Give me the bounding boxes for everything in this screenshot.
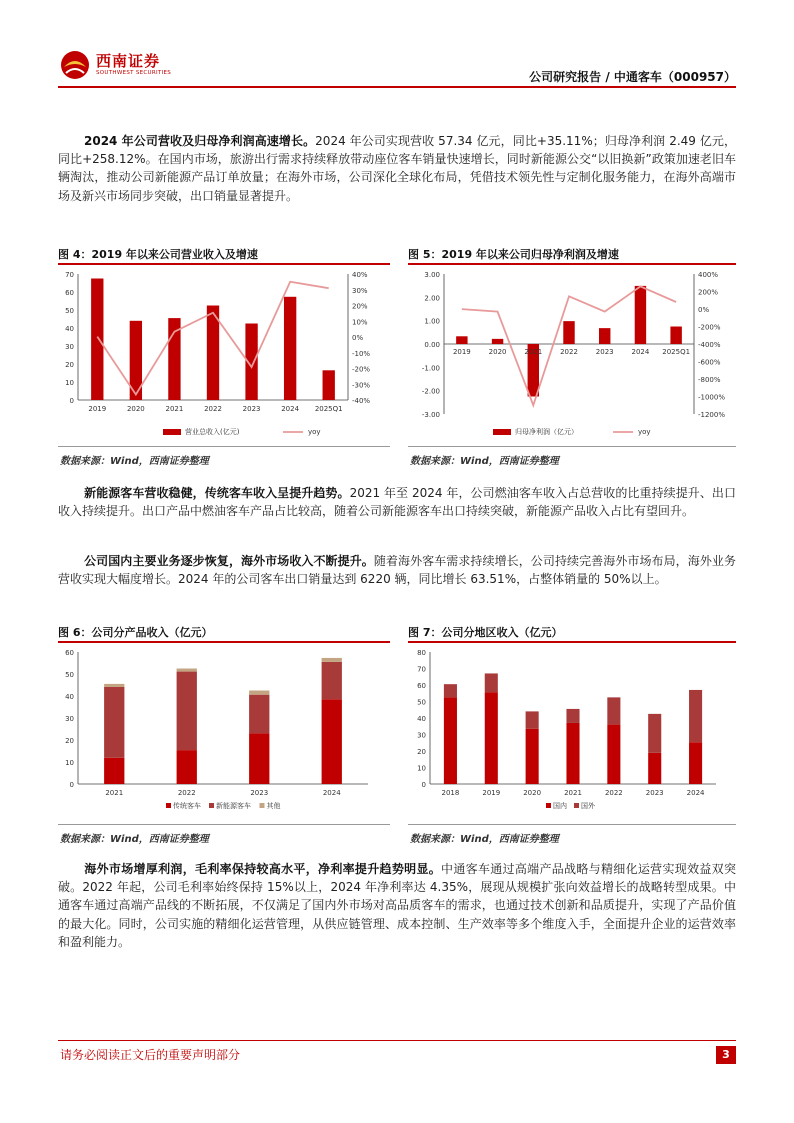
fig7-title-line — [408, 641, 736, 643]
x-tick-label: 2023 — [242, 405, 261, 413]
y-right-tick-label: -30% — [352, 381, 371, 390]
y-right-tick-label: 200% — [698, 288, 719, 297]
y-tick-label: 40 — [417, 715, 426, 723]
y-left-tick-label: -1.00 — [421, 364, 440, 373]
y-left-tick-label: 1.00 — [424, 317, 440, 326]
fig5-title: 图 5：2019 年以来公司归母净利润及增速 — [408, 248, 619, 261]
fig6-title: 图 6：公司分产品收入（亿元） — [58, 626, 213, 639]
header-divider — [58, 86, 736, 88]
y-right-tick-label: -800% — [698, 376, 721, 384]
x-tick-label: 2024 — [686, 789, 705, 797]
fig4-chart — [58, 266, 390, 444]
y-tick-label: 50 — [65, 671, 74, 679]
y-tick-label: 20 — [65, 737, 74, 745]
footer-divider — [58, 1040, 736, 1041]
paragraph-margin — [58, 860, 736, 951]
x-tick-label: 2023 — [645, 789, 664, 797]
x-tick-label: 2024 — [322, 789, 341, 797]
bar-segment — [485, 673, 498, 692]
x-tick-label: 2022 — [177, 789, 196, 797]
fig7-bottom-line — [408, 824, 736, 825]
x-tick-label: 2021 — [105, 789, 124, 797]
bar-segment — [648, 753, 661, 784]
y-tick-label: 20 — [417, 748, 426, 756]
y-left-tick-label: 0.00 — [424, 341, 440, 349]
fig5-title-line — [408, 263, 736, 265]
fig4-title: 图 4：2019 年以来公司营业收入及增速 — [58, 248, 258, 261]
fig5-chart — [408, 266, 736, 444]
bar-segment — [689, 742, 702, 784]
legend-label: 其他 — [266, 802, 281, 810]
bar-segment — [607, 725, 620, 784]
bar-segment — [444, 684, 457, 697]
brand-name-en: SOUTHWEST SECURITIES — [96, 70, 172, 76]
fig6-title-line — [58, 641, 390, 643]
bar-segment — [444, 697, 457, 784]
paragraph-lead: 2024 年公司营收及归母净利润高速增长。 — [84, 134, 316, 148]
bar-segment — [249, 733, 269, 784]
y-right-tick-label: 400% — [698, 271, 719, 279]
x-tick-label: 2024 — [631, 348, 650, 356]
y-tick-label: 10 — [65, 759, 74, 767]
x-tick-label: 2022 — [204, 405, 222, 413]
fig4-source: 数据来源：Wind，西南证券整理 — [60, 456, 209, 467]
bar — [91, 279, 103, 401]
x-tick-label: 2025Q1 — [314, 405, 343, 413]
legend-label: 国外 — [581, 802, 595, 810]
paragraph-body: 2021 年至 2024 年，公司燃油客车收入占总营收的比重持续提升、出口收入持续提升。出口产品中燃油客车产品占比较高，随着公司新能源客车出口持续突破，新能源产品收入占比有望回升。 — [58, 486, 736, 519]
bar — [323, 370, 335, 400]
y-tick-label: 50 — [417, 698, 426, 707]
bar — [670, 327, 681, 345]
y-right-tick-label: 40% — [352, 271, 368, 279]
y-right-tick-label: -10% — [352, 349, 371, 358]
bar — [492, 339, 503, 344]
x-tick-label: 2023 — [250, 789, 269, 797]
page-number: 3 — [716, 1046, 736, 1064]
bar-segment — [322, 699, 342, 784]
bar-segment — [566, 709, 579, 723]
y-tick-label: 0 — [421, 781, 426, 789]
legend-label: 新能源客车 — [216, 802, 251, 810]
y-right-tick-label: 10% — [352, 318, 368, 327]
y-tick-label: 30 — [417, 731, 426, 740]
legend-label: yoy — [638, 428, 651, 436]
paragraph-lead: 新能源客车营收稳健，传统客车收入呈提升趋势。 — [84, 486, 350, 500]
paragraph-lead: 海外市场增厚利润，毛利率保持较高水平，净利率提升趋势明显。 — [84, 862, 442, 876]
fig7-title: 图 7：公司分地区收入（亿元） — [408, 626, 563, 639]
y-left-tick-label: 0 — [69, 397, 74, 405]
y-right-tick-label: -40% — [352, 397, 371, 405]
y-tick-label: 70 — [417, 665, 426, 674]
legend-label: yoy — [308, 428, 321, 436]
x-tick-label: 2024 — [281, 405, 300, 413]
fig5-bottom-line — [408, 446, 736, 447]
x-tick-label: 2020 — [488, 348, 507, 356]
legend-swatch — [574, 803, 579, 808]
bar-segment — [177, 672, 197, 751]
y-right-tick-label: 30% — [352, 286, 368, 295]
y-tick-label: 30 — [65, 715, 74, 723]
fig5-source: 数据来源：Wind，西南证券整理 — [410, 456, 559, 467]
bar-segment — [104, 687, 124, 758]
bar — [599, 328, 610, 344]
legend-swatch-bar — [493, 429, 511, 435]
y-right-tick-label: 0% — [698, 306, 710, 314]
y-left-tick-label: 30 — [65, 343, 74, 351]
y-right-tick-label: -1200% — [698, 411, 725, 419]
fig7-source: 数据来源：Wind，西南证券整理 — [410, 834, 559, 845]
y-tick-label: 10 — [417, 764, 426, 773]
y-right-tick-label: -200% — [698, 323, 721, 332]
fig4-title-line — [58, 263, 390, 265]
footer-disclaimer: 请务必阅读正文后的重要声明部分 — [60, 1048, 241, 1062]
y-left-tick-label: 40 — [65, 325, 74, 333]
legend-swatch — [546, 803, 551, 808]
y-right-tick-label: 20% — [352, 302, 368, 311]
bar — [456, 336, 467, 344]
y-tick-label: 0 — [69, 781, 74, 789]
x-tick-label: 2021 — [165, 405, 184, 413]
bar — [635, 286, 646, 344]
legend-label: 传统客车 — [173, 802, 201, 810]
y-left-tick-label: -3.00 — [421, 411, 440, 419]
legend-label: 国内 — [553, 802, 567, 810]
y-left-tick-label: 3.00 — [424, 271, 440, 279]
fig4-bottom-line — [58, 446, 390, 447]
brand-name: 西南证券 — [96, 52, 161, 70]
paragraph-overseas — [58, 552, 736, 588]
bar — [563, 321, 574, 344]
bar-segment — [322, 658, 342, 662]
y-right-tick-label: -20% — [352, 365, 371, 374]
x-tick-label: 2022 — [604, 789, 623, 797]
y-tick-label: 60 — [65, 649, 74, 657]
y-left-tick-label: 50 — [65, 307, 74, 315]
legend-label: 归母净利润（亿元） — [515, 428, 578, 436]
y-left-tick-label: 20 — [65, 361, 74, 369]
y-right-tick-label: 0% — [352, 334, 364, 342]
bar-segment — [607, 697, 620, 724]
bar-segment — [648, 714, 661, 753]
legend-swatch-bar — [163, 429, 181, 435]
y-left-tick-label: 60 — [65, 289, 74, 297]
bar-segment — [322, 662, 342, 699]
y-right-tick-label: -1000% — [698, 393, 725, 402]
paragraph-body: 2024 年公司实现营收 57.34 亿元，同比+35.11%；归母净利润 2.49 亿元，同比+258.12%。在国内市场，旅游出行需求持续释放带动座位客车销量快速增长，同时新能源公交“以旧换新”政策加速老旧车辆淘汰，推动公司新能源产品订单放量；在海外市场，公司深化全球化布局，凭借技术领先性与定制化服务能力，在海外高端市场及新兴市场同步突破，出口销量显著提升。 — [58, 134, 737, 203]
legend-swatch — [166, 803, 171, 808]
bar-segment — [177, 669, 197, 672]
y-tick-label: 80 — [417, 649, 426, 657]
fig6-bottom-line — [58, 824, 390, 825]
paragraph-product — [58, 484, 736, 520]
y-tick-label: 40 — [65, 693, 74, 701]
bar-segment — [249, 695, 269, 734]
x-tick-label: 2021 — [564, 789, 582, 797]
y-right-tick-label: -600% — [698, 358, 721, 367]
y-left-tick-label: 10 — [65, 379, 74, 387]
bar-segment — [249, 691, 269, 695]
bar-segment — [104, 758, 124, 784]
y-tick-label: 60 — [417, 682, 426, 690]
bar-segment — [104, 684, 124, 687]
x-tick-label: 2025Q1 — [662, 348, 691, 356]
x-tick-label: 2019 — [482, 789, 501, 797]
fig7-chart — [408, 644, 736, 822]
x-tick-label: 2020 — [523, 789, 542, 797]
paragraph-body: 中通客车通过高端产品战略与精细化运营实现效益双突破。2022 年起，公司毛利率始终保持 15%以上，2024 年净利率达 4.35%，展现从规模扩张向效益增长的战略转型成果。中通客车通过高端产品线的不断拓展，不仅满足了国内外市场对高品质客车的需求，也通过技术创新和品质提升，实现了产品价值的最大化。同时，公司实施的精细化运营管理，从供应链管理、成本控制、生产效率等多个维度入手，全面提升企业的运营效率和盈利能力。 — [58, 862, 736, 949]
x-tick-label: 2023 — [595, 348, 614, 356]
paragraph-body: 随着海外客车需求持续增长，公司持续完善海外市场布局，海外业务营收实现大幅度增长。2024 年的公司客车出口销量达到 6220 辆，同比增长 63.51%，占整体销量的 50%以上。 — [58, 554, 736, 587]
bar-segment — [526, 711, 539, 728]
legend-label: 营业总收入(亿元) — [185, 428, 240, 436]
bar — [284, 297, 296, 400]
y-left-tick-label: 2.00 — [424, 294, 440, 303]
paragraph-lead: 公司国内主要业务逐步恢复，海外市场收入不断提升。 — [84, 554, 374, 568]
legend-swatch — [209, 803, 214, 808]
y-left-tick-label: -2.00 — [421, 387, 440, 396]
bar-segment — [177, 750, 197, 784]
bar-segment — [526, 729, 539, 784]
x-tick-label: 2021 — [524, 348, 543, 356]
x-tick-label: 2019 — [88, 405, 107, 413]
x-tick-label: 2019 — [452, 348, 471, 356]
y-right-tick-label: -400% — [698, 341, 721, 349]
bar-segment — [485, 692, 498, 784]
report-title: 公司研究报告 / 中通客车（000957） — [529, 70, 736, 84]
x-tick-label: 2018 — [441, 789, 460, 797]
paragraph-revenue — [58, 132, 736, 205]
x-tick-label: 2022 — [560, 348, 578, 356]
fig6-source: 数据来源：Wind，西南证券整理 — [60, 834, 209, 845]
fig6-chart — [58, 644, 390, 822]
y-left-tick-label: 70 — [65, 271, 74, 279]
legend-swatch — [260, 803, 265, 808]
x-tick-label: 2020 — [126, 405, 145, 413]
bar-segment — [566, 723, 579, 784]
bar-segment — [689, 690, 702, 742]
